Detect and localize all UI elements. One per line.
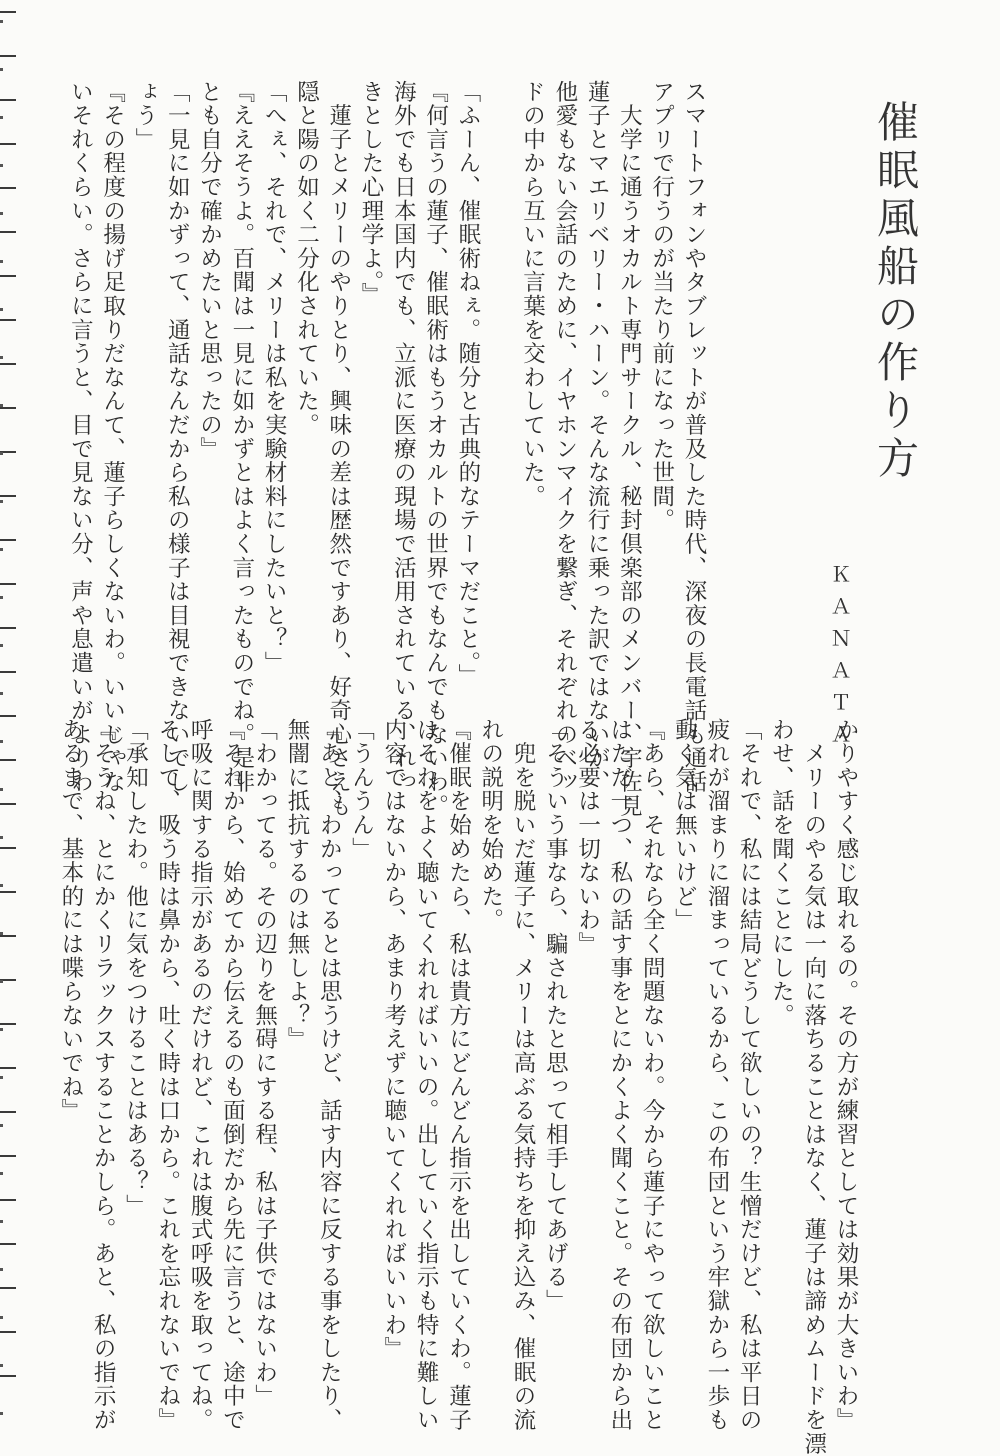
text-line: 「へぇ、それで、メリーは私を実験材料にしたいと？」 — [261, 80, 288, 675]
text-line: 他愛もない会話のために、イヤホンマイクを繋ぎ、それぞれのベッ — [551, 80, 578, 794]
text-line: 『何言うの蓮子、催眠術はもうオカルトの世界でもなんでもないわ。 — [422, 80, 449, 818]
text-line: 「うんうん」 — [348, 718, 375, 861]
text-line: 「わかってる。その辺りを無碍にする程、私は子供ではないわ」 — [251, 718, 278, 1409]
text-line: 蓮子とマエリベリー・ハーン。そんな流行に乗った訳ではないが、 — [584, 80, 611, 794]
text-line: 動く気は無いけど」 — [671, 718, 698, 933]
text-line: 「それで、私には結局どうして欲しいの？生憎だけど、私は平日の — [736, 718, 763, 1432]
text-line: はそれをよく聴いてくれればいいの。出していく指示も特に難しい — [413, 718, 440, 1432]
text-line — [484, 80, 516, 710]
text-line: そして、吸う時は鼻から、吐く時は口から。これを忘れないでね』 — [154, 718, 181, 1432]
text-line: れの説明を始めた。 — [477, 718, 504, 933]
text-line: 『それから、始めてから伝えるのも面倒だから先に言うと、途中で — [219, 718, 246, 1432]
text-line: 兜を脱いだ蓮子に、メリーは高ぶる気持ちを抑え込み、催眠の流 — [510, 718, 537, 1432]
author-name: ＫＡＮＡＴＡ — [828, 563, 852, 755]
text-line: 「一見に如かずって、通話なんだから私の様子は目視できないでし — [164, 80, 191, 794]
text-line: アプリで行うのが当たり前になった世間。 — [648, 80, 675, 533]
binding-edge — [0, 0, 16, 1416]
text-line: 『催眠を始めたら、私は貴方にどんどん指示を出していくわ。蓮子 — [445, 718, 472, 1432]
text-line: 内容ではないから、あまり考えずに聴いてくれればいいわ』 — [380, 718, 407, 1361]
text-line: 『あら、それなら全く問題ないわ。今から蓮子にやって欲しいこと — [639, 718, 666, 1432]
text-line: 無闇に抵抗するのは無しよ？』 — [283, 718, 310, 1052]
text-line: 海外でも日本国内でも、立派に医療の現場で活用されている、れっ — [390, 80, 417, 794]
text-line: あるまで、基本的には喋らないでね』 — [57, 718, 84, 1123]
text-line: る必要は一切ないわ』 — [574, 718, 601, 956]
text-line: ょう」 — [131, 80, 158, 152]
text-line: 『あと、わかってるとは思うけど、話す内容に反する事をしたり、 — [316, 718, 343, 1432]
text-line: 疲れが溜まりに溜まっているから、この布団という牢獄から一歩も — [703, 718, 730, 1432]
text-line: 隠と陽の如く二分化されていた。 — [293, 80, 320, 437]
text-line: とも自分で確かめたいと思ったの』 — [196, 80, 223, 461]
text-line: 大学に通うオカルト専門サークル、秘封倶楽部のメンバー、宇佐見 — [616, 80, 643, 818]
text-line: 呼吸に関する指示があるのだけれど、これは腹式呼吸を取ってね。 — [187, 718, 214, 1432]
page-title: 催眠風船の作り方 — [871, 100, 920, 484]
text-line: 蓮子とメリーのやりとり、興味の差は歴然ですあり、好奇心さえも — [325, 80, 352, 818]
text-line: はただ一つ、私の話す事をとにかくよく聞くこと。その布団から出 — [606, 718, 633, 1432]
text-line: 「そういう事なら、騙されたと思って相手してあげる」 — [542, 718, 569, 1313]
text-line: メリーのやる気は一向に落ちることはなく、蓮子は諦めムードを漂 — [800, 718, 827, 1456]
text-line: わせ、話を聞くことにした。 — [768, 718, 795, 1028]
text-line: スマートフォンやタブレットが普及した時代、深夜の長電話も通話 — [681, 80, 707, 794]
text-line: ドの中から互いに言葉を交わしていた。 — [519, 80, 546, 509]
text-line: いそれくらい。さらに言うと、目で見ない分、声や息遣いがよりわ — [67, 80, 94, 794]
text-line: 「ふーん、催眠術ねぇ。随分と古典的なテーマだこと。」 — [454, 80, 481, 688]
text-line: 「承知したわ。他に気をつけることはある？」 — [122, 718, 149, 1218]
text-line: きとした心理学よ。』 — [358, 80, 385, 307]
text-line: かりやすく感じ取れるの。その方が練習としては効果が大きいわ』 — [833, 718, 859, 1432]
text-line: 『そうね、とにかくリラックスすることかしら。あと、私の指示が — [90, 718, 117, 1432]
text-line: 『ええそうよ。百聞は一見に如かずとはよく言ったものでね。是非 — [228, 80, 255, 794]
text-line: 『その程度の揚げ足取りだなんて、蓮子らしくないわ。いいじゃな — [99, 80, 126, 794]
lower-text-block — [57, 718, 862, 1456]
